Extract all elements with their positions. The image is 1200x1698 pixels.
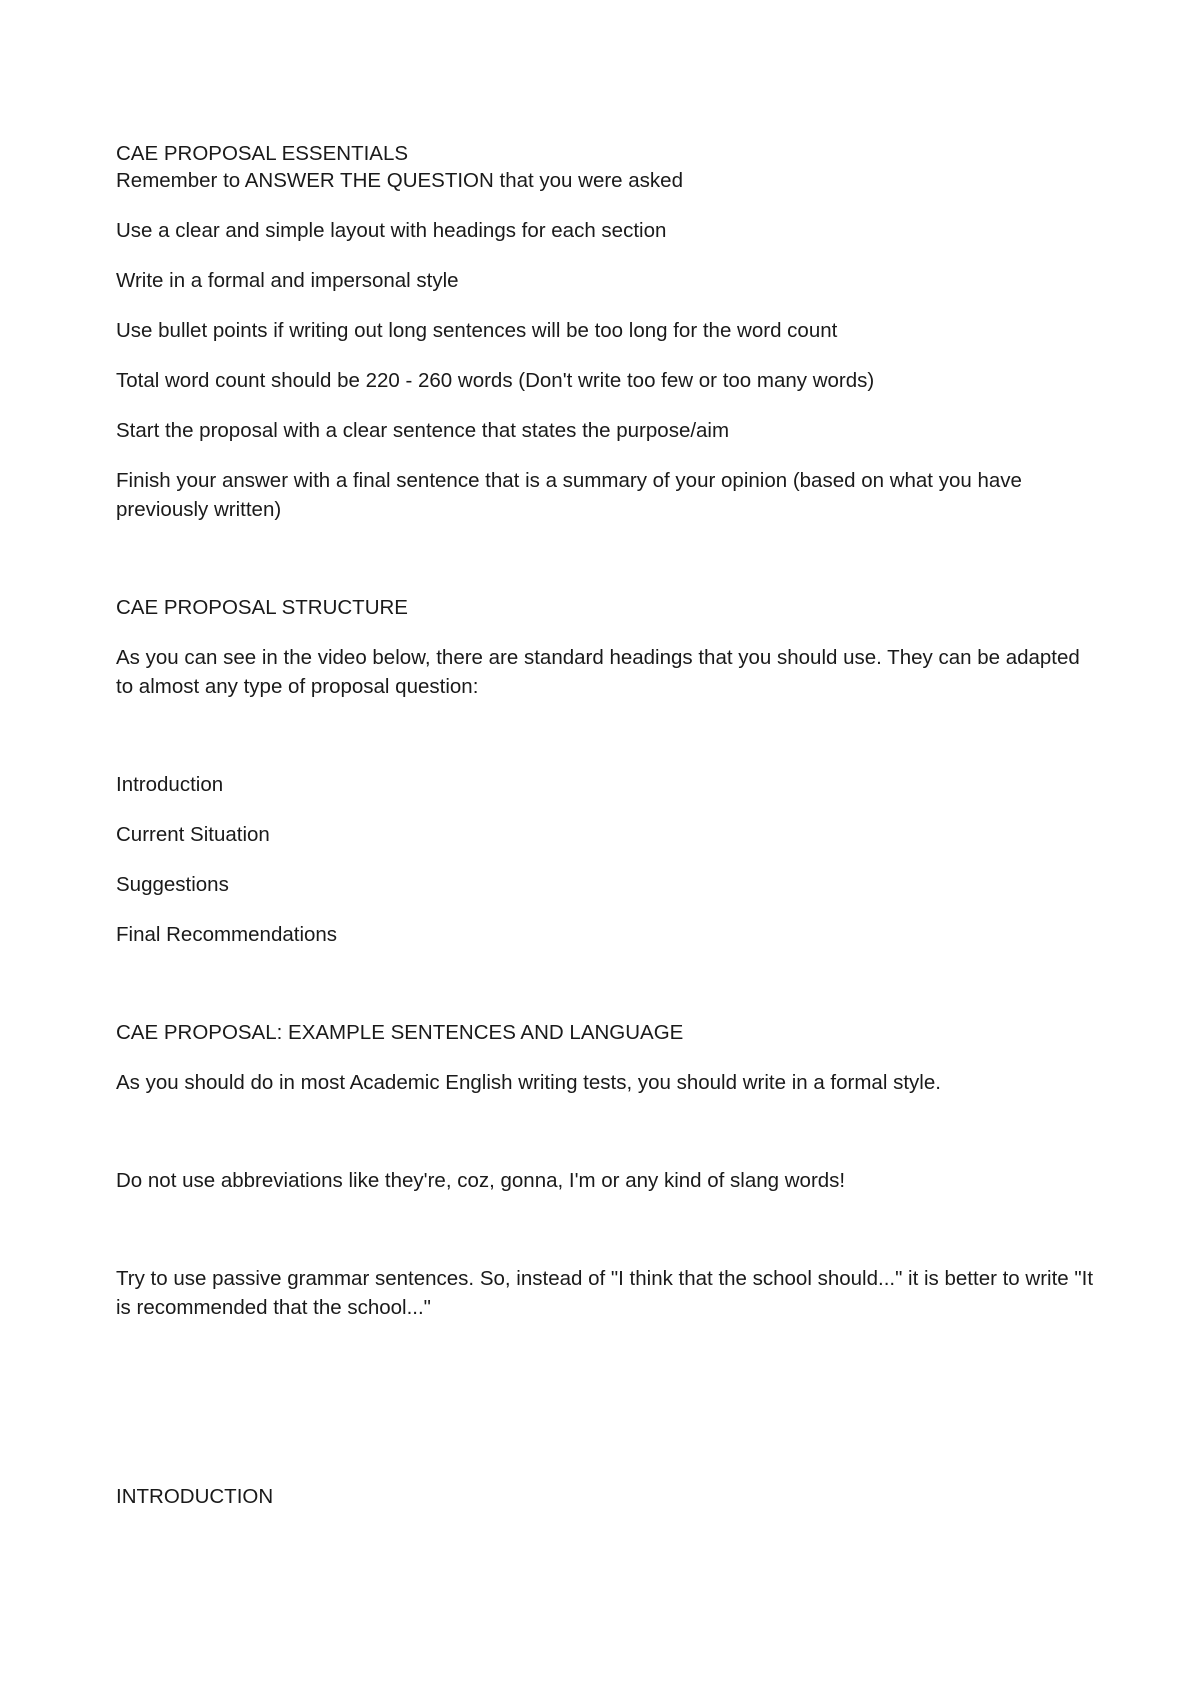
essentials-heading: CAE PROPOSAL ESSENTIALS	[116, 142, 409, 165]
language-paragraph: As you should do in most Academic English writing tests, you should write in a formal style.	[116, 1071, 941, 1094]
language-heading: CAE PROPOSAL: EXAMPLE SENTENCES AND LANGUAGE	[116, 1021, 684, 1044]
document-body	[116, 139, 1096, 1511]
essentials-item: Total word count should be 220 - 260 words (Don't write too few or too many words)	[116, 369, 875, 392]
essentials-item: Use a clear and simple layout with headings for each section	[116, 219, 667, 242]
essentials-item: Start the proposal with a clear sentence that states the purpose/aim	[116, 419, 730, 442]
structure-heading-item: Introduction	[116, 773, 224, 796]
structure-heading: CAE PROPOSAL STRUCTURE	[116, 596, 408, 619]
essentials-item: Use bullet points if writing out long sentences will be too long for the word count	[116, 319, 838, 342]
structure-heading-item: Current Situation	[116, 823, 270, 846]
language-paragraph: Do not use abbreviations like they're, coz, gonna, I'm or any kind of slang words!	[116, 1169, 846, 1192]
introduction-heading: INTRODUCTION	[116, 1485, 274, 1508]
structure-intro: As you can see in the video below, there are standard headings that you should use. They can be adapted to almost any type of proposal question:	[116, 646, 1080, 698]
structure-heading-item: Final Recommendations	[116, 923, 338, 946]
structure-heading-item: Suggestions	[116, 873, 229, 896]
language-paragraph: Try to use passive grammar sentences. So, instead of "I think that the school should..." it is better to write "It is recommended that the school..."	[116, 1267, 1094, 1319]
essentials-item: Remember to ANSWER THE QUESTION that you were asked	[116, 169, 683, 192]
essentials-item: Write in a formal and impersonal style	[116, 269, 459, 292]
essentials-item: Finish your answer with a final sentence that is a summary of your opinion (based on what you have previously written)	[116, 469, 1022, 521]
